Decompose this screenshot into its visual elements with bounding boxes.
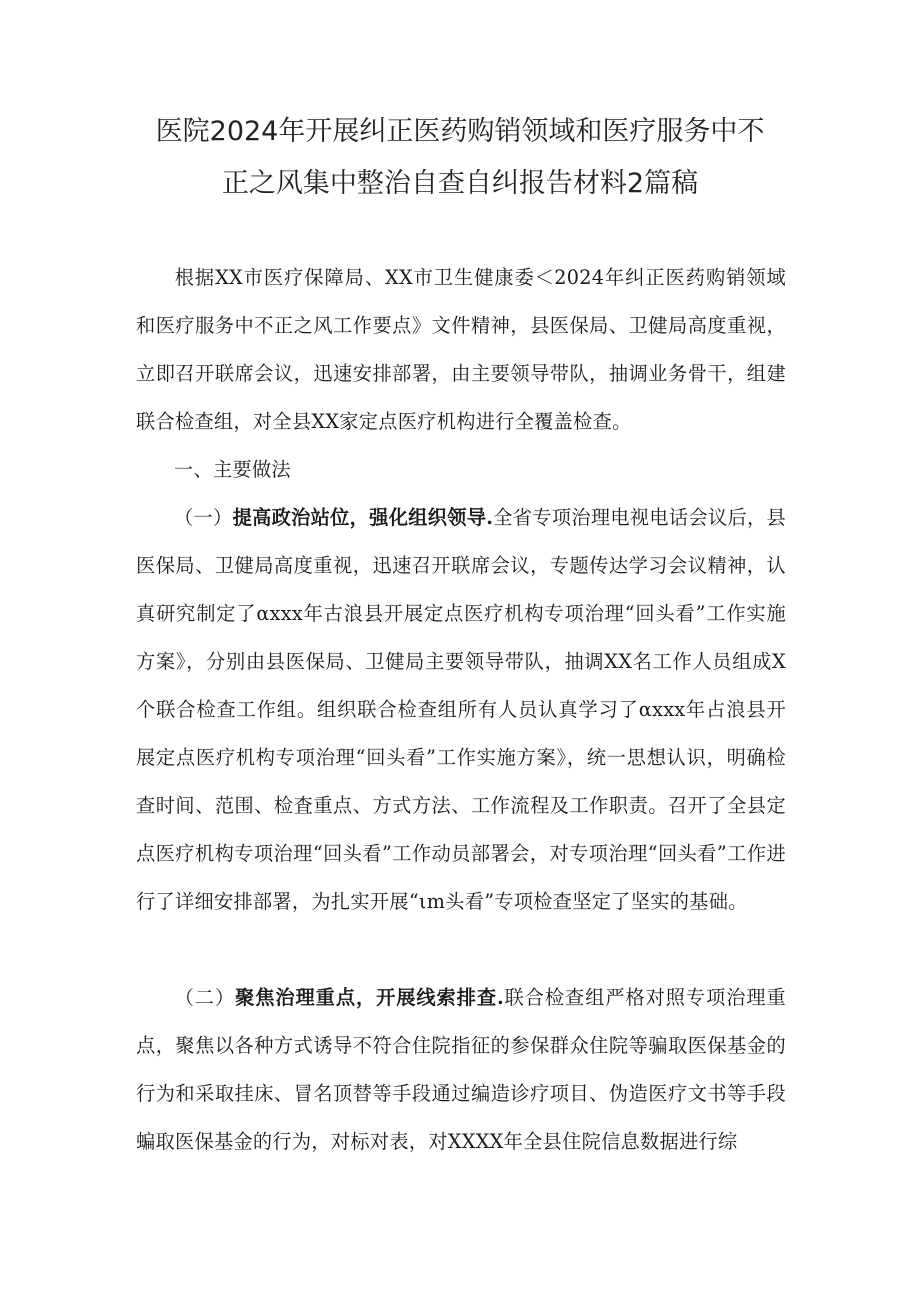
section-1-bold-title: 提高政治站位，强化组织领导.: [232, 506, 494, 529]
section-2-bold-title: 聚焦治理重点，开展线索排查.: [235, 986, 504, 1009]
section-1-label: （一）: [174, 506, 233, 529]
section-1-paragraph: [136, 494, 786, 926]
section-2-paragraph: [136, 974, 786, 1166]
document-title-line-1: 医院2024年开展纠正医药购销领域和医疗服务中不: [155, 116, 765, 147]
document-title-line-2: 正之风集中整治自查自纠报告材料2篇稿: [221, 168, 699, 199]
section-2-label: （二）: [174, 986, 236, 1009]
section-2-text: 联合检查组严格对照专项治理重点，聚焦以各种方式诱导不符合住院指征的参保群众住院等骗取医保基金的行为和采取挂床、冒名顶替等手段通过编造诊疗项目、伪造医疗文书等手段蝙取医保基金的行为，对标对表，对XXXX年全县住院信息数据进行综: [136, 986, 786, 1153]
intro-paragraph-text: 根据XX市医疗保障局、XX市卫生健康委＜2024年纠正医药购销领域和医疗服务中不正之风工作要点》文件精神，县医保局、卫健局高度重视，立即召开联席会议，迅速安排部署，由主要领导带队，抽调业务骨干，组建联合检查组，对全县XX家定点医疗机构进行全覆盖检查。: [136, 266, 786, 433]
section-heading-main-practices: 一、主要做法: [174, 458, 291, 481]
intro-paragraph: [136, 254, 786, 446]
section-1-text: 全省专项治理电视电话会议后，县医保局、卫健局高度重视，迅速召开联席会议，专题传达学习会议精神，认真研究制定了αxxx年古浪县开展定点医疗机构专项治理“回头看”工作实施方案》，分别由县医保局、卫健局主要领导带队，抽调XX名工作人员组成X个联合检查工作组。组织联合检查组所有人员认真学习了αxxx年占浪县开展定点医疗机构专项治理“回头看”工作实施方案》，统一思想认识，明确检查时间、范围、检査重点、方式方法、工作流程及工作职责。召开了全县定点医疗机构专项治理“回头看”工作动员部署会，对专项治理“回头看”工作进行了详细安排部署，为扎实开展“ιm头看”专项检查坚定了坚实的基础。: [136, 506, 786, 913]
